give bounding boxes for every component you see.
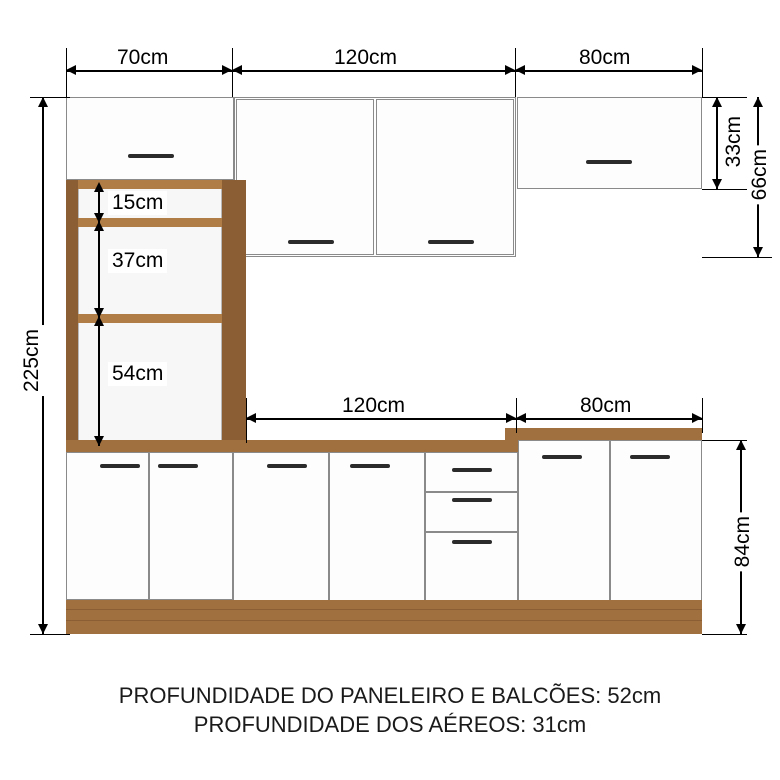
base-door-1-handle[interactable] xyxy=(100,464,140,468)
pantry-right-side xyxy=(222,180,234,442)
arrow-33-down xyxy=(712,179,722,189)
arrow-54-up xyxy=(94,316,104,326)
base-door-2[interactable] xyxy=(149,452,233,600)
ext-tick-base-right xyxy=(702,398,703,433)
upper-door-120-right-handle[interactable] xyxy=(428,240,474,244)
dim-label-37: 37cm xyxy=(108,249,167,273)
plinth xyxy=(66,600,702,634)
dim-line-80-base xyxy=(516,418,702,420)
ext-line-66-bottom xyxy=(702,257,772,258)
base-door-6-handle[interactable] xyxy=(630,455,670,459)
drawer-2-handle[interactable] xyxy=(452,498,492,502)
ext-line-total-top xyxy=(30,97,70,98)
arrow-120-top-left xyxy=(232,65,242,75)
dim-line-120-top xyxy=(232,70,515,72)
base-door-5-handle[interactable] xyxy=(542,455,582,459)
arrow-66-up xyxy=(753,97,763,107)
countertop-right xyxy=(518,428,702,440)
arrow-225-up xyxy=(38,97,48,107)
dim-line-70 xyxy=(66,70,232,72)
arrow-70-right xyxy=(222,65,232,75)
base-door-4[interactable] xyxy=(329,452,425,605)
ext-line-total-bottom xyxy=(30,634,70,635)
arrow-33-up xyxy=(712,97,722,107)
pantry-shelf-2 xyxy=(66,218,234,227)
arrow-84-down xyxy=(736,624,746,634)
caption-depth-pantry: PROFUNDIDADE DO PANELEIRO E BALCÕES: 52cm xyxy=(118,683,662,708)
arrow-120-base-right xyxy=(506,413,516,423)
dim-label-33: 33cm xyxy=(722,112,746,171)
dim-line-54 xyxy=(98,318,100,446)
dim-label-54: 54cm xyxy=(108,362,167,386)
dim-label-80-top: 80cm xyxy=(575,46,634,70)
ext-line-33-bottom xyxy=(702,189,747,190)
dim-label-66: 66cm xyxy=(748,145,772,204)
arrow-80-base-left xyxy=(516,413,526,423)
drawer-1-handle[interactable] xyxy=(452,468,492,472)
arrow-80-base-right xyxy=(692,413,702,423)
arrow-120-top-right xyxy=(505,65,515,75)
base-door-3-handle[interactable] xyxy=(267,464,307,468)
arrow-80-top-left xyxy=(515,65,525,75)
base-door-3[interactable] xyxy=(233,452,329,605)
upper-door-120-left[interactable] xyxy=(236,99,374,255)
plinth-grain-1 xyxy=(66,609,702,610)
drawer-1[interactable] xyxy=(425,452,518,492)
dim-label-120-base: 120cm xyxy=(338,394,409,418)
pantry-top-door-handle[interactable] xyxy=(128,154,174,158)
arrow-80-top-right xyxy=(692,65,702,75)
dim-label-15: 15cm xyxy=(108,191,167,215)
upper-cabinet-80-handle[interactable] xyxy=(586,160,632,164)
upper-door-120-left-handle[interactable] xyxy=(288,240,334,244)
base-door-6[interactable] xyxy=(610,440,702,605)
pantry-tall-divider xyxy=(234,180,246,442)
dim-label-84: 84cm xyxy=(731,512,755,571)
countertop-left xyxy=(66,440,518,452)
pantry-top-door[interactable] xyxy=(66,97,234,180)
pantry-shelf-3 xyxy=(66,314,234,323)
base-door-1[interactable] xyxy=(66,452,149,600)
ext-tick-top-right xyxy=(702,48,703,98)
dim-line-80-top xyxy=(515,70,702,72)
base-door-4-handle[interactable] xyxy=(350,464,390,468)
caption-depth-upper: PROFUNDIDADE DOS AÉREOS: 31cm xyxy=(193,712,587,737)
ext-line-33-top xyxy=(702,97,747,98)
dim-label-80-base: 80cm xyxy=(576,394,635,418)
arrow-66-down xyxy=(753,247,763,257)
dim-line-33 xyxy=(716,97,718,189)
base-door-5[interactable] xyxy=(518,440,610,605)
arrow-70-left xyxy=(66,65,76,75)
arrow-15-up xyxy=(94,182,104,192)
arrow-225-down xyxy=(38,624,48,634)
drawer-3-handle[interactable] xyxy=(452,540,492,544)
dim-label-120-top: 120cm xyxy=(330,46,401,70)
base-door-2-handle[interactable] xyxy=(158,464,198,468)
dim-line-120-base xyxy=(246,418,516,420)
dim-label-225: 225cm xyxy=(20,325,44,396)
plinth-grain-2 xyxy=(66,620,702,621)
pantry-left-side xyxy=(66,180,78,442)
upper-door-120-right[interactable] xyxy=(376,99,514,255)
arrow-54-down xyxy=(94,436,104,446)
arrow-37-up xyxy=(94,221,104,231)
pantry-shelf-1 xyxy=(66,180,234,189)
upper-cabinet-80[interactable] xyxy=(517,97,702,189)
dim-label-70: 70cm xyxy=(113,46,172,70)
arrow-120-base-left xyxy=(246,413,256,423)
dim-line-37 xyxy=(98,223,100,318)
arrow-84-up xyxy=(736,440,746,450)
ext-line-84-bottom xyxy=(702,634,747,635)
